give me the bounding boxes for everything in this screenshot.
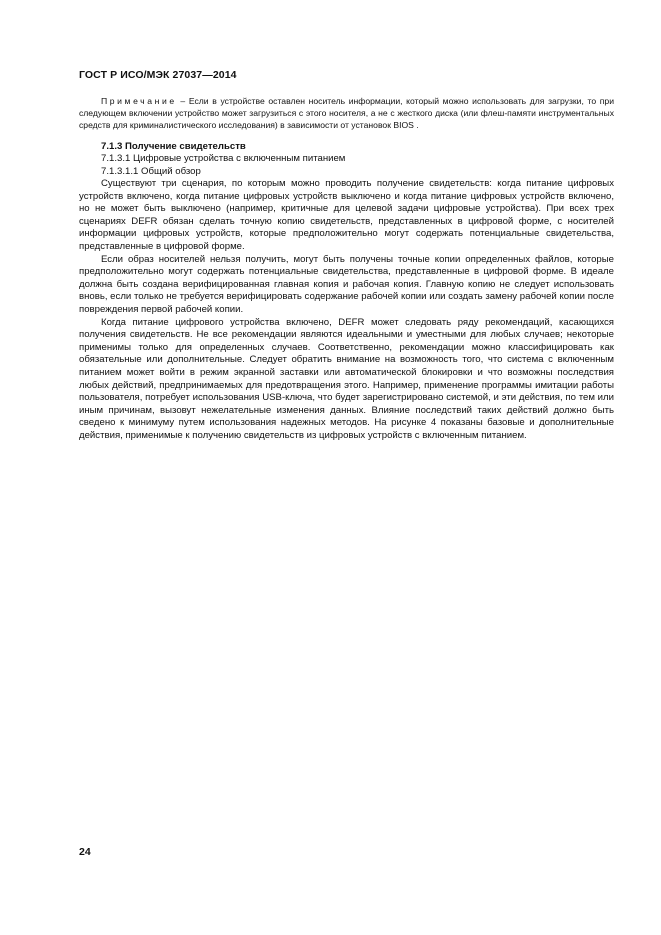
document-header: ГОСТ Р ИСО/МЭК 27037—2014 [79,69,237,81]
note-paragraph [79,95,614,132]
note-label: Примечание [101,96,177,106]
subsubsection-heading: 7.1.3.1.1 Общий обзор [101,165,201,177]
section-heading: 7.1.3 Получение свидетельств [101,140,246,152]
page-number: 24 [79,846,91,858]
body-paragraph: Когда питание цифрового устройства включено, DEFR может следовать ряду рекомендаций, касающихся получения свидетельств. Не все рекомендации являются идеальными и уместными для любых случаев; некоторые применимы только для определенных случаев. Соответственно, рекомендации можно классифицировать как обязательные или дополнительные. Следует обратить внимание на возможность того, что система с включенным питанием может войти в режим экранной заставки или автоматической блокировки и что возможны последствия любых действий, предпринимаемых для предотвращения этого. Например, применение программы имитации работы пользователя, потребует использования USB-ключа, что будет зарегистрировано системой, и эти действия, по тем или иным причинам, вызовут нежелательные изменения данных. Влияние последствий таких действий должно быть сведено к минимуму путем использования надежных методов. На рисунке 4 показаны базовые и дополнительные действия, применимые к получению свидетельств из цифровых устройств с включенным питанием. [79,316,614,441]
document-page [79,0,614,935]
note-text: – Если в устройстве оставлен носитель информации, который можно использовать для загрузки, то при следующем включении устройство может загрузиться с этого носителя, а не с жесткого диска (или флеш-памяти инструментальных средств для криминалистического исследования) в зависимости от установок BIOS . [79,96,614,131]
body-paragraph: Если образ носителей нельзя получить, могут быть получены точные копии определенных файлов, которые предположительно могут содержать потенциальные свидетельства, представленные в цифровой форме. В идеале должна быть создана верифицированная главная копия и рабочая копия. Главную копию не следует использовать вновь, если только не требуется верифицировать содержание рабочей копии или создать замену рабочей копии после повреждения первой рабочей копии. [79,253,614,316]
subsection-heading: 7.1.3.1 Цифровые устройства с включенным питанием [101,153,346,165]
body-paragraph: Существуют три сценария, по которым можно проводить получение свидетельств: когда питание цифровых устройств включено, когда питание цифровых устройств выключено и когда питание цифровых устройств включено, но не может быть выключено (например, критичные для целевой задачи цифровые устройства). При всех трех сценариях DEFR обязан сделать точную копию свидетельств, представленных в цифровой форме, с носителей информации цифровых устройств, которые предположительно могут содержать потенциальные свидетельства, представленные в цифровой форме. [79,178,614,253]
document-body [79,95,614,443]
